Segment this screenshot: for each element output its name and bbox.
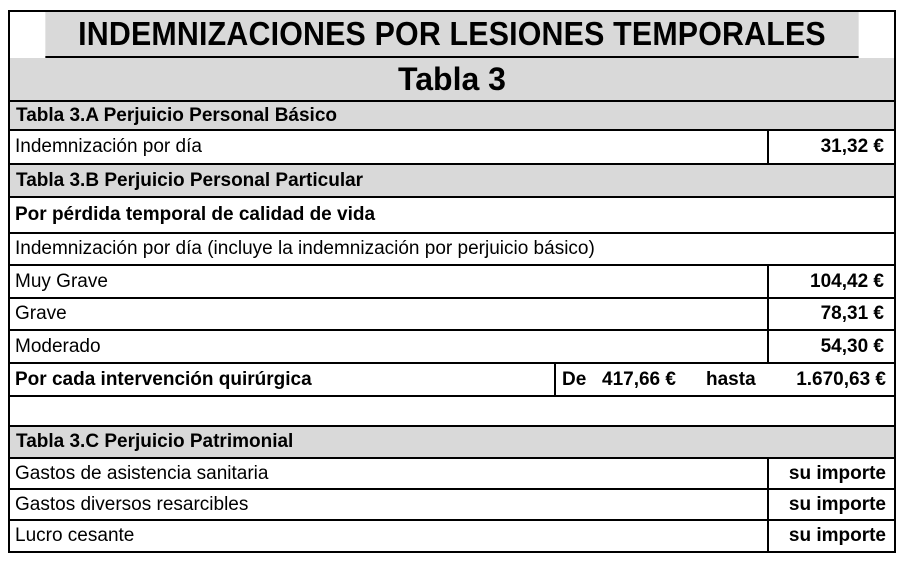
row-value: 31,32 € <box>767 131 894 163</box>
range-from-word: De <box>562 368 587 390</box>
row-value: su importe <box>767 521 894 551</box>
row-value: su importe <box>767 459 894 488</box>
row-value: 54,30 € <box>767 331 894 362</box>
indemnization-table <box>8 10 896 553</box>
row-value: su importe <box>767 490 894 519</box>
blank-row <box>10 397 894 427</box>
section-heading-3a <box>10 102 894 131</box>
title-text: INDEMNIZACIONES POR LESIONES TEMPORALES <box>78 15 826 52</box>
table-subtitle <box>10 58 894 102</box>
section-heading-3c-text: Tabla 3.C Perjuicio Patrimonial <box>16 431 294 452</box>
range-from-value: 417,66 € <box>602 368 676 390</box>
subheading-quality-of-life <box>10 198 894 234</box>
row-label: Lucro cesante <box>15 525 135 546</box>
row-label: Indemnización por día <box>15 136 202 157</box>
table-row-daily-basic <box>10 131 894 165</box>
note-daily-indemnity <box>10 234 894 266</box>
section-heading-3c <box>10 427 894 459</box>
subtitle-text: Tabla 3 <box>398 60 506 97</box>
surgery-range <box>554 364 894 395</box>
table-row-moderado <box>10 331 894 364</box>
table-row-gastos-diversos <box>10 490 894 521</box>
table-row-asistencia <box>10 459 894 490</box>
row-label: Gastos de asistencia sanitaria <box>15 462 269 484</box>
row-label: Por cada intervención quirúrgica <box>15 368 312 390</box>
table-row-lucro-cesante <box>10 521 894 551</box>
table-title <box>45 12 858 58</box>
row-label: Moderado <box>15 335 101 357</box>
row-value: 104,42 € <box>767 266 894 297</box>
row-value: 78,31 € <box>767 299 894 329</box>
section-heading-3b-text: Tabla 3.B Perjuicio Personal Particular <box>16 169 364 191</box>
row-label: Grave <box>15 303 67 324</box>
table-row-surgery <box>10 364 894 397</box>
row-label: Gastos diversos resarcibles <box>15 493 249 515</box>
subheading-text: Por pérdida temporal de calidad de vida <box>15 204 376 225</box>
note-text: Indemnización por día (incluye la indemnización por perjuicio básico) <box>15 238 595 259</box>
section-heading-3a-text: Tabla 3.A Perjuicio Personal Básico <box>16 104 338 126</box>
table-row-grave <box>10 299 894 331</box>
row-label: Muy Grave <box>15 270 108 292</box>
table-row-muy-grave <box>10 266 894 299</box>
range-to-word: hasta <box>706 368 756 390</box>
range-to-value: 1.670,63 € <box>796 368 886 390</box>
section-heading-3b <box>10 165 894 198</box>
